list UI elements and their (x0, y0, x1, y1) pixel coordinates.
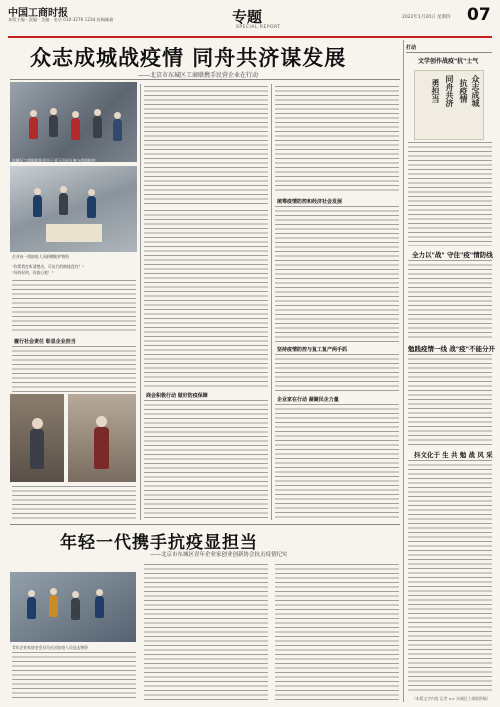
article-text-left-1 (12, 280, 136, 334)
subhead-4: 坚持疫情防控与复工复产两手抓 (277, 347, 348, 353)
sidebar-subhead-2: 勉践疫情一线 战"疫"不能分开 (408, 345, 496, 353)
sidebar-title: 文学创作战疫"抗"士气 (418, 58, 479, 65)
calligraphy-artwork: 众志成城 抗疫情 同舟共济 勇担当 (414, 70, 484, 140)
article-text-left-3 (12, 486, 136, 520)
article-text-right-4 (275, 404, 399, 520)
photo-youth-volunteers (10, 572, 136, 642)
sidebar-text-4 (408, 460, 492, 692)
second-text-3 (275, 564, 399, 700)
article-text-right-3 (275, 354, 399, 392)
photo-portrait-1 (10, 394, 64, 482)
headline-divider (10, 79, 400, 80)
subhead-1: 履行社会责任 彰显企业担当 (14, 339, 76, 345)
page-number: 07 (467, 5, 491, 25)
second-text-2 (144, 564, 268, 700)
column-rule (271, 84, 272, 520)
section-title-en: SPECIAL REPORT (236, 25, 281, 30)
second-headline: 年轻一代携手抗疫显担当 (60, 533, 258, 553)
article-text-right-1 (275, 86, 399, 194)
column-rule (140, 84, 141, 520)
photo-caption-1: 东城区工商联组织党员干部下沉社区参与疫情防控 (12, 158, 96, 163)
masthead-meta: 本版主编 · 责编 · 美编 · 电话 010-3276 1234 投稿邮箱 (8, 17, 114, 22)
article-text-mid-1 (144, 86, 268, 206)
quote-line-1: "你帮我打听清楚出，可出行的路线没有？" (12, 264, 84, 269)
main-subheadline: ——北京市东城区工商联携手民营企业在行动 (138, 72, 259, 79)
second-subheadline: ——北京市东城区青年企业家创业创新协会抗击疫情纪实 (150, 552, 288, 558)
section-title: 专题 (232, 8, 263, 26)
second-text-1 (12, 652, 136, 700)
paper-name: 中国工商时报 (8, 8, 68, 19)
sidebar-text-2 (408, 260, 492, 340)
page-date: 2022年1月20日 星期四 (402, 15, 451, 20)
quote-line-2: "好的好的，你放心吧！" (12, 270, 54, 275)
subhead-2: 商会积极行动 做好防疫保障 (146, 393, 208, 399)
sidebar-footer-note: （本版文字内容 记者 ×× 东城区工商联供稿） (412, 696, 491, 701)
story-divider (10, 524, 400, 525)
sidebar-rule (403, 40, 404, 702)
sidebar-text-1 (408, 142, 492, 246)
masthead-rule (8, 36, 492, 38)
subhead-5: 企业家在行动 凝聚民企力量 (277, 397, 339, 403)
sidebar-subhead-1: 全力以"战" 守住"疫"情防线 (412, 251, 493, 259)
photo-volunteers (10, 82, 137, 162)
article-text-mid-3 (144, 400, 268, 520)
photo-donation (10, 166, 137, 252)
sidebar-text-3 (408, 354, 492, 446)
main-headline: 众志成城战疫情 同舟共济谋发展 (30, 46, 347, 70)
sidebar-label: 打动 (406, 45, 417, 51)
sidebar-subhead-3: 抖文化于 生 共 勉 战 风 采 (414, 451, 493, 459)
photo-portrait-2 (68, 394, 136, 482)
photo-caption-2: 企业向一线防疫人员捐赠防护物资 (12, 254, 69, 259)
subhead-3: 统筹疫情防控和经济社会发展 (277, 199, 343, 205)
article-text-right-2 (275, 206, 399, 342)
sidebar-divider (406, 52, 492, 53)
article-text-mid-2 (144, 210, 268, 388)
second-photo-caption: 青年企业家协会会员为社区防疫人员送去物资 (12, 645, 88, 650)
masthead (0, 0, 500, 38)
article-text-left-2 (12, 346, 136, 392)
